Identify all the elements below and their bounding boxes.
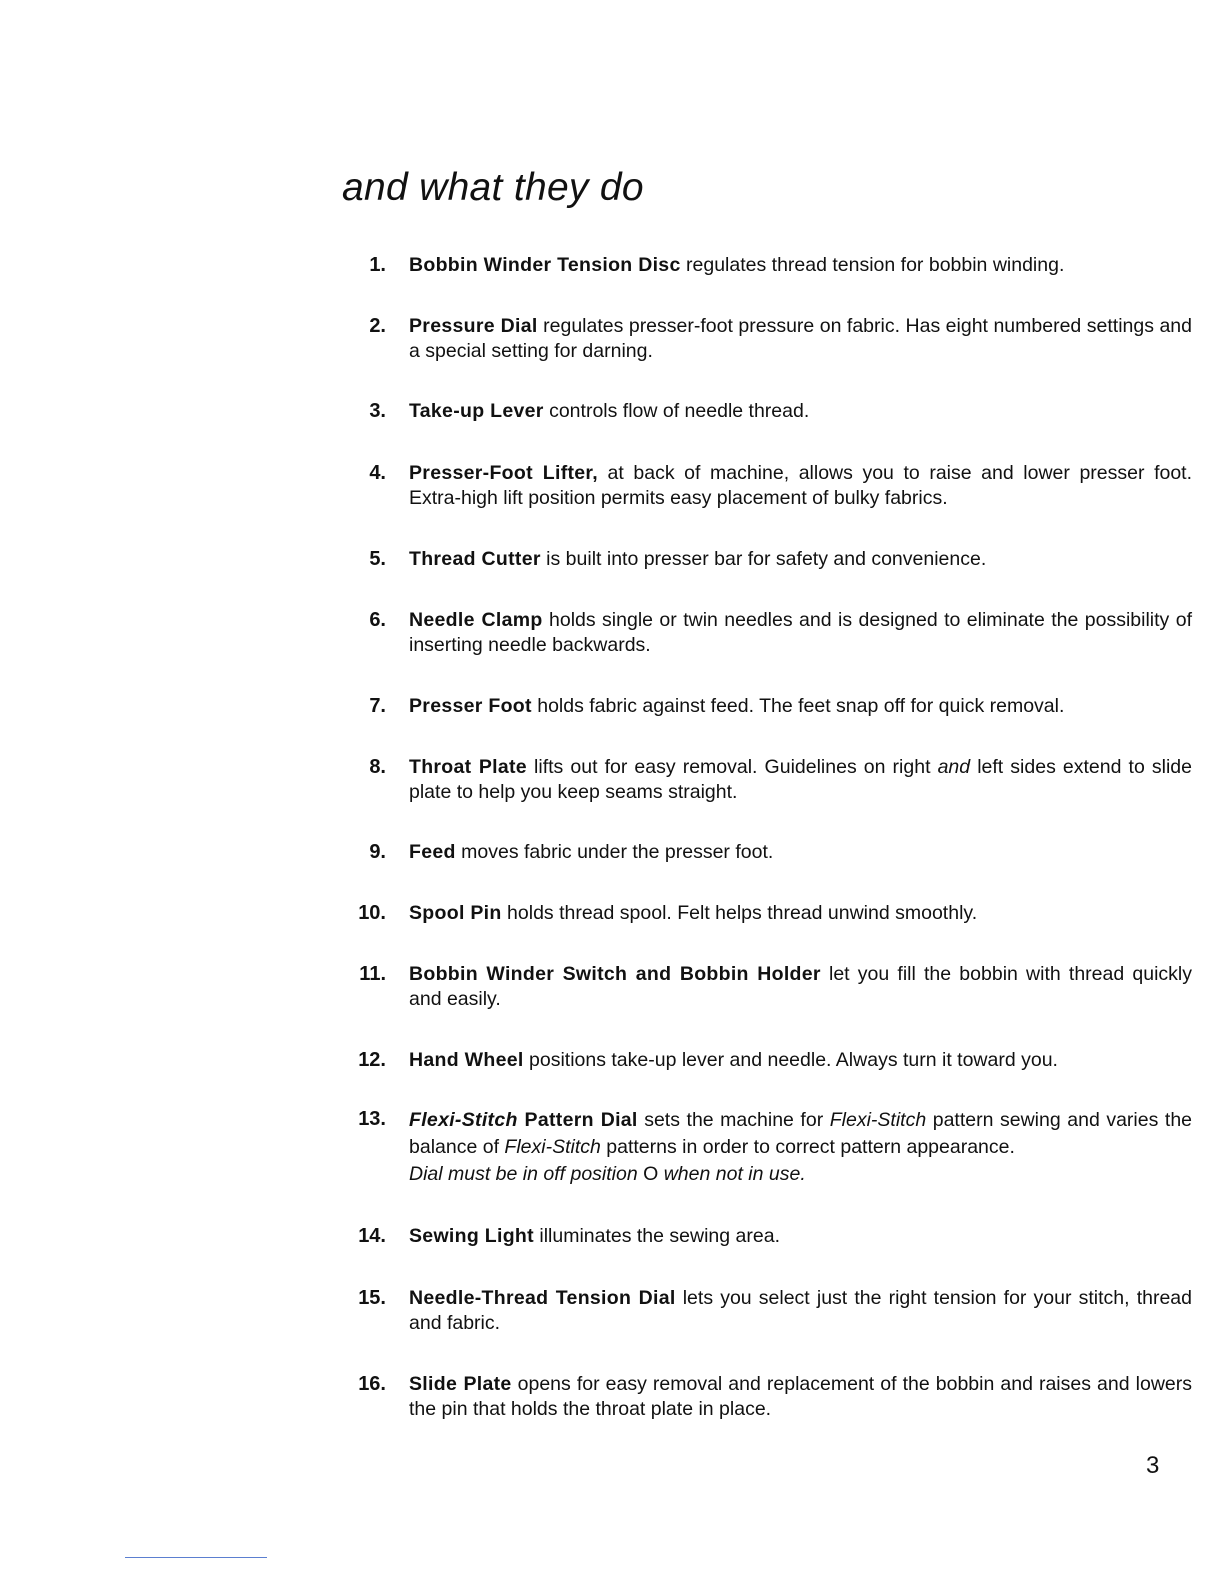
item-text: patterns in order to correct pattern appearance.	[600, 1136, 1015, 1158]
item-text: at back of machine, allows you to raise and lower presser foot. Extra-high lift position permits easy placement of bulky fabrics.	[409, 462, 1193, 509]
item-text: lifts out for easy removal. Guidelines on right	[526, 756, 938, 778]
item-term: Thread Cutter	[409, 548, 541, 570]
item-term: Hand Wheel	[409, 1049, 524, 1071]
item-term: Bobbin Winder Tension Disc	[409, 254, 681, 276]
item-description	[409, 901, 1192, 926]
item-text: holds thread spool. Felt helps thread unwind smoothly.	[501, 902, 978, 924]
item-term: Needle Clamp	[409, 609, 543, 631]
item-number: 12.	[358, 1049, 386, 1071]
item-text: regulates thread tension for bobbin winding.	[680, 254, 1065, 276]
item-number: 7.	[369, 695, 386, 717]
item-number: 4.	[369, 462, 386, 484]
item-text: pattern sewing and varies the balance of	[409, 1109, 1193, 1158]
item-text: holds single or twin needles and is designed to eliminate the possibility of inserting needle backwards.	[409, 609, 1193, 656]
item-description	[409, 840, 1192, 865]
item-term: Presser Foot	[409, 695, 532, 717]
item-text: left sides extend to slide plate to help you keep seams straight.	[409, 756, 1192, 803]
item-note: Dial must be in off position	[409, 1163, 638, 1185]
item-number: 5.	[369, 548, 386, 570]
item-description	[409, 694, 1192, 719]
item-text: moves fabric under the presser foot.	[455, 841, 774, 863]
item-text: let you fill the bobbin with thread quickly and easily.	[409, 963, 1193, 1010]
item-emphasis: Flexi-Stitch	[829, 1109, 927, 1131]
footer-rule	[125, 1557, 267, 1558]
item-term	[409, 1109, 638, 1131]
item-term: Spool Pin	[409, 902, 502, 924]
item-term-brand: Flexi-Stitch	[409, 1109, 518, 1131]
item-text: opens for easy removal and replacement of the bobbin and raises and lowers the pin that holds the throat plate in place.	[409, 1373, 1192, 1420]
item-term: Take-up Lever	[409, 400, 544, 422]
item-description	[409, 253, 1192, 278]
item-number: 11.	[359, 963, 386, 985]
item-number: 10.	[358, 902, 386, 924]
item-number: 14.	[358, 1225, 386, 1247]
item-term: Throat Plate	[409, 756, 527, 778]
item-description	[409, 962, 1192, 1012]
item-number: 1.	[369, 254, 386, 276]
item-description	[409, 1372, 1192, 1422]
item-description	[409, 547, 1192, 572]
item-number: 9.	[369, 841, 386, 863]
item-text: lets you select just the right tension for your stitch, thread and fabric.	[409, 1287, 1192, 1334]
item-number: 6.	[369, 609, 386, 631]
item-note: when not in use.	[663, 1163, 806, 1185]
page-number: 3	[1146, 1452, 1160, 1479]
item-number: 3.	[369, 400, 386, 422]
item-term: Slide Plate	[409, 1373, 512, 1395]
item-emphasis: Flexi-Stitch	[504, 1136, 601, 1158]
item-number: 2.	[369, 315, 386, 337]
item-text: regulates presser-foot pressure on fabric. Has eight numbered settings and a special setting for darning.	[409, 315, 1192, 362]
item-description	[409, 1224, 1192, 1249]
item-term: Feed	[409, 841, 456, 863]
item-term: Pressure Dial	[409, 315, 538, 337]
item-number: 8.	[369, 756, 386, 778]
item-text: illuminates the sewing area.	[533, 1225, 780, 1247]
item-number: 16.	[358, 1373, 386, 1395]
item-term: Sewing Light	[409, 1225, 534, 1247]
item-term: Needle-Thread Tension Dial	[409, 1287, 676, 1309]
item-text: positions take-up lever and needle. Always turn it toward you.	[523, 1049, 1058, 1071]
item-term: Bobbin Winder Switch and Bobbin Holder	[409, 963, 821, 985]
item-emphasis: and	[937, 756, 971, 778]
off-symbol: O	[637, 1163, 664, 1185]
item-description	[409, 314, 1192, 364]
item-term: Presser-Foot Lifter,	[409, 462, 598, 484]
item-text: controls flow of needle thread.	[543, 400, 810, 422]
item-description	[409, 461, 1192, 511]
item-description	[409, 1107, 1192, 1188]
item-description	[409, 399, 1192, 424]
item-term-rest: Pattern Dial	[517, 1109, 638, 1131]
item-description	[409, 755, 1192, 805]
page-title: and what they do	[342, 166, 644, 209]
item-description	[409, 608, 1192, 658]
item-number: 13.	[358, 1108, 386, 1130]
item-description	[409, 1048, 1192, 1073]
item-text: holds fabric against feed. The feet snap off for quick removal.	[531, 695, 1065, 717]
item-number: 15.	[358, 1287, 386, 1309]
item-description	[409, 1286, 1192, 1336]
item-text: sets the machine for	[637, 1109, 830, 1131]
item-text: is built into presser bar for safety and convenience.	[540, 548, 987, 570]
